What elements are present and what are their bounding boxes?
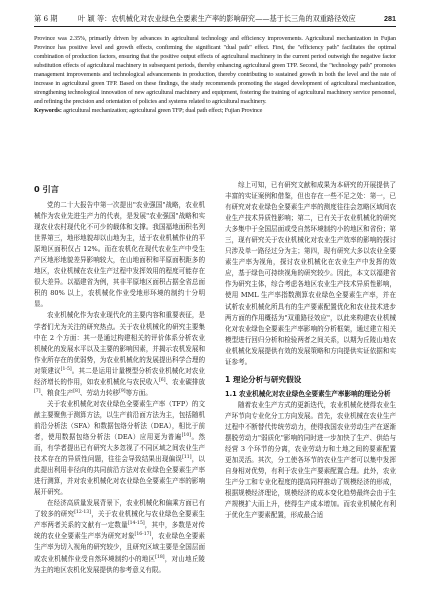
paragraph: 综上可知，已有研究文献和成果为本研究的开展提供了丰富的实证案例和借鉴，但也存在一些不足之处：第一，已有研究对农业绿色全要素生产率的测度往往会忽略区域间农业生产技术异质性影响；第二，已有关于农业机械化的研究大多集中于全国层面或受自然环境制约小的地区和省份；第三，现有研究关于农业机械化对农业生产效率的影响的探讨只涉及单一路径过分为主；第四，现有研究大多以农业全要素生产率为视角，探讨农业机械化在农业生产中发挥的效应，基于绿色可持续视角的研究较少。因此，本文以福建省作为研究主体，综合考虑各地区农业生产技术异质性影响，使用 MML 生产率指数测算农业绿色全要素生产率，并在试析农业机械化所具有的生产要素配置优化和农业技术进步两方面的作用概括为"双重路径效应"，以此来构建农业机械化对农业绿色全要素生产率影响的分析框架，通过建立相关模型进行回归分析和检验两者之间关系，以期为丘陵山地农业机械化发展提供有效的发展策略和方向提供实证依据和实证参考。	[225, 181, 396, 366]
right-column	[225, 180, 396, 521]
subsection-heading: 1.1 农业机械化对农业绿色全要素生产率影响的理论分析	[225, 389, 391, 398]
citation: [1-5]	[60, 366, 72, 372]
paragraph: 农业机械化作为农业现代化的主要内容和重要表征，是学者们尤为关注的研究热点。关于农业机械化的研究主要集中在 2 个方面：其一是通过构建相关的评价体系分析农业机械化的发展水平以及主要的影响因素，并揭示农机发展和作业所存在的优弱势，为农业机械化的发展提出科学合理的对策建议[1-5]。其二是运用计量模型分析农业机械化对农业经济增长的作用，如农业机械化与农民收入[6]、农业碳排放[7]、粮食生产[8]、劳动力转移[9]等方面。	[34, 311, 205, 397]
paragraph: 在经济高质量发展背景下，农业机械化和偏乘方面已有了较多的研究[12-13]，关于农业机械化与农业绿色全要素生产率两者关系的文献有一定数量[14-15]，其中，多数是对传统的农业全要素生产率为研究对象[16-17]，农业绿色全要素生产率为切入视角的研究较少，且研究区域主要是全国层面或农业机械作业受自然环境制约小的地区[18]，对山地丘陵为主的地区农机化发展提供的参考意义有限。	[34, 499, 205, 574]
paragraph: 党的二十大报告中第一次提出"农业强国"战略，农业机械作为农业先进生产力的代表，是发展"农业强国"战略和实现农业农村现代化不可少的载体和支撑。我国福地面积名列世界第三，地形地貌却以山地为主，适于农业机械作业的平原地区面积仅占 12%。而在农机化在现代农业生产中受生产区地形地貌差异影响较大，在山地面积和平原面积距多的地区，农业机械在农业生产过程中发挥效用的程度可能存在很大差异。以福建省为例，其非平原地区面积占据全省总面积的 80% 以上，农机械化作业受地形环境的制约十分明显。	[34, 201, 205, 309]
section-introduction-heading: 0 引言	[34, 184, 59, 194]
header-rule	[34, 26, 396, 27]
keywords-line	[34, 106, 396, 115]
keywords-text: agricultural mechanization; agricultural green TFP; dual path effect; Fujian Province	[63, 107, 263, 115]
citation: [6]	[159, 377, 166, 383]
running-title: 叶 颖 等：农机械化对农业绿色全要素生产率的影响研究——基于长三角的双重路径效应	[78, 14, 356, 23]
section-theory-heading: 1 理论分析与研究假设	[225, 374, 302, 384]
citation: [7]	[34, 388, 41, 394]
abstract-text: Province was 2.35%, primarily driven by advances in agricultural technology and efficiency improvements. Agricultural mechanization in Fujian Province has positive level and growth effects, confirming the significant "dual path" effect. First, the "efficiency path" facilitates the optimal combination of production factors, ensuring that the positive output effects of agricultural machinery in the current period outweigh the negative factor substitution effects of agricultural machinery in subsequent periods, thereby enhancing agricultural green TFP. Second, the "technology path" promotes management improvements and technological advancements in production, thereby contributing to sustained growth in both the level and the rate of increase in agricultural green TFP. Based on these findings, the study recommends promoting the staged development of agricultural mechanization, strengthening technological innovation of new agricultural machinery and equipment, fostering the training of agricultural machinery service personnel, and refining the precision and orientation of policies and systems related to agricultural machinery.	[34, 35, 396, 106]
english-abstract	[34, 34, 396, 115]
citation: [10]	[181, 432, 192, 438]
citation: [8]	[73, 388, 80, 394]
citation: [16-17]	[134, 532, 152, 538]
citation: [9]	[119, 388, 126, 394]
paragraph: 关于农业机械化对农业绿色全要素生产率（TFP）的文献主要聚焦于测算方法，以生产前沿面方法为主，包括随机前沿分析法（SFA）和数据包络分析法（DEA），相比于前者，使用数据包络分析法（DEA）应用更为普遍[10]。然而，有学者提出已有研究大多忽视了不同区域之间农业生产技术存在的异质性问题，往往会导致结果出现偏误[11]，以此提出利用非径向的共同前沿方法对农业绿色全要素生产率进行测算，并对农业机械化对农业绿色全要素生产率的影响展开研究。	[34, 399, 205, 497]
running-header	[34, 13, 396, 25]
citation: [14-15]	[127, 521, 145, 527]
left-column	[34, 180, 205, 576]
keywords-label: Keywords:	[34, 107, 62, 115]
citation: [18]	[155, 554, 165, 560]
citation: [12-13]	[74, 510, 92, 516]
page-number: 281	[384, 14, 396, 23]
paragraph: 随着农业生产方式的更新迭代，农业机械化使得农业生产环节向专业化分工方向发展。首先，农业机械在农业生产过程中不断替代传统劳动力，使得我国农业劳动生产在逐渐摆脱劳动力"弱质化"影响的同时进一步加快了生产、供给与经营 3 个环节的分离，农业劳动力和土地之间的要素配置更加灵活。其次，分工使各环节的农业生产者可以集中发挥自身相对优势，有利于农业生产要素配置合理。此外，农业生产分工和专业化程度的提高同样推动了规模经济的形成，根据规模经济理论，规模经济的成本变化趋势最终会由于生产规模扩大而上升，使得生产成本增加。而农业机械化有利于优化生产要素配置，形成最合适	[225, 400, 396, 520]
issue-number: 第 6 期	[34, 14, 58, 23]
citation: [11]	[182, 455, 192, 461]
